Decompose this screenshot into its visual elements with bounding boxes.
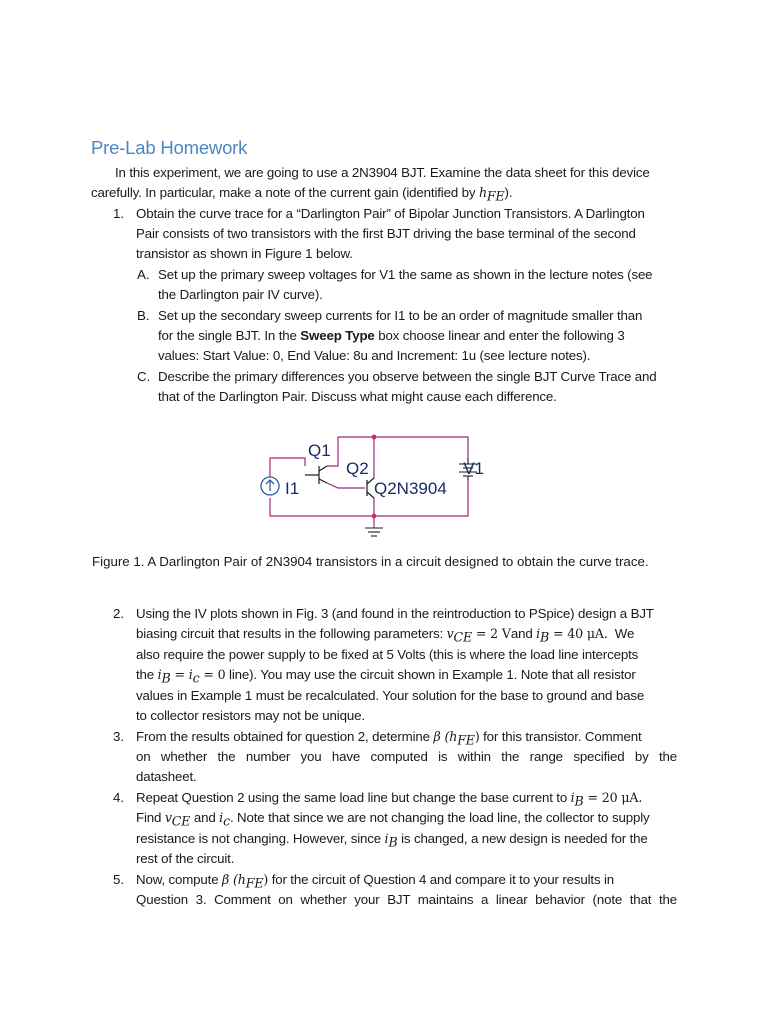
- item-5-line-1: Now, compute β $(h_{FE})$ for the circuit of Question 4 and compare it to your results in: [136, 872, 615, 891]
- item-1a-letter: A.: [137, 267, 150, 282]
- item-5-number: 5.: [113, 872, 125, 887]
- q2-symbol: [367, 478, 374, 498]
- item-1-number: 1.: [113, 206, 125, 221]
- item-4-line-1: Repeat Question 2 using the same load line but change the base current to $i_B = 20$ μA.: [136, 790, 643, 809]
- item-4-line-3: resistance is not changing. However, since $i_B$ is changed, a new design is needed for the: [136, 831, 648, 850]
- item-4-number: 4.: [113, 790, 125, 805]
- item-1b-line-1: Set up the secondary sweep currents for I1 to be an order of magnitude smaller than: [158, 308, 643, 323]
- item-3-line-1: From the results obtained for question 2, determine β $(h_{FE})$ for this transistor. Comment: [136, 729, 642, 748]
- item-3-line-2: on whether the number you have computed is within the range specified by the: [136, 749, 677, 764]
- item-1-line-1: Obtain the curve trace for a “Darlington Pair” of Bipolar Junction Transistors. A Darlington: [136, 206, 645, 221]
- item-3-number: 3.: [113, 729, 125, 744]
- item-2-line-1: Using the IV plots shown in Fig. 3 (and found in the reintroduction to PSpice) design a BJT: [136, 606, 654, 621]
- item-2-line-4: the $i_B = i_c = 0$ line). You may use the circuit shown in Example 1. Note that all resistor: [136, 667, 636, 686]
- item-1-line-2: Pair consists of two transistors with the first BJT driving the base terminal of the second: [136, 226, 636, 241]
- item-4-line-2: Find $v_{CE}$ and $i_c$. Note that since we are not changing the load line, the collector to supply: [136, 810, 650, 829]
- label-v1: V1: [463, 459, 484, 478]
- item-1a-line-1: Set up the primary sweep voltages for V1 the same as shown in the lecture notes (see: [158, 267, 653, 282]
- q1-symbol: [305, 466, 327, 484]
- label-i1: I1: [285, 479, 300, 498]
- wire-q1-emitter: [327, 483, 365, 488]
- item-1b-line-3: values: Start Value: 0, End Value: 8u and Increment: 1u (see lecture notes).: [158, 348, 591, 363]
- item-1b-line-2: for the single BJT. In the Sweep Type box choose linear and enter the following 3: [158, 328, 625, 343]
- item-1c-letter: C.: [137, 369, 151, 384]
- wire-top: [338, 437, 468, 458]
- figure-caption: Figure 1. A Darlington Pair of 2N3904 transistors in a circuit designed to obtain the curve trace.: [92, 554, 649, 569]
- item-3-line-3: datasheet.: [136, 769, 197, 784]
- label-q2-part: Q2N3904: [374, 479, 447, 498]
- sweep-type-bold: Sweep Type: [300, 328, 375, 343]
- node-bottom: [372, 514, 377, 519]
- intro-line-1: In this experiment, we are going to use a 2N3904 BJT. Examine the data sheet for this device: [115, 165, 650, 180]
- item-1c-line-2: that of the Darlington Pair. Discuss what might cause each difference.: [158, 389, 557, 404]
- item-1c-line-1: Describe the primary differences you observe between the single BJT Curve Trace and: [158, 369, 657, 384]
- item-4-line-4: rest of the circuit.: [136, 851, 235, 866]
- item-2-line-5: values in Example 1 must be recalculated. Your solution for the base to ground and base: [136, 688, 645, 703]
- node-top: [372, 435, 377, 440]
- item-1b-letter: B.: [137, 308, 150, 323]
- item-2-line-3: also require the power supply to be fixed at 5 Volts (this is where the load line intercepts: [136, 647, 639, 662]
- item-2-number: 2.: [113, 606, 125, 621]
- darlington-circuit-diagram: [255, 428, 485, 548]
- intro-line-2: carefully. In particular, make a note of the current gain (identified by $h_{FE}$).: [91, 185, 513, 204]
- label-q2: Q2: [346, 459, 369, 478]
- label-q1: Q1: [308, 441, 331, 460]
- item-1-line-3: transistor as shown in Figure 1 below.: [136, 246, 353, 261]
- current-source-icon: [261, 477, 279, 495]
- ground-icon: [365, 528, 383, 536]
- item-5-line-2: Question 3. Comment on whether your BJT maintains a linear behavior (note that the: [136, 892, 677, 907]
- wire-source-to-q1: [270, 458, 305, 478]
- section-heading: Pre-Lab Homework: [91, 137, 248, 158]
- item-2-line-6: to collector resistors may not be unique.: [136, 708, 365, 723]
- item-1a-line-2: the Darlington pair IV curve).: [158, 287, 323, 302]
- item-2-line-2: biasing circuit that results in the following parameters: $v_{CE} = 2$ Vand $i_B = 40$ μA. We: [136, 626, 635, 645]
